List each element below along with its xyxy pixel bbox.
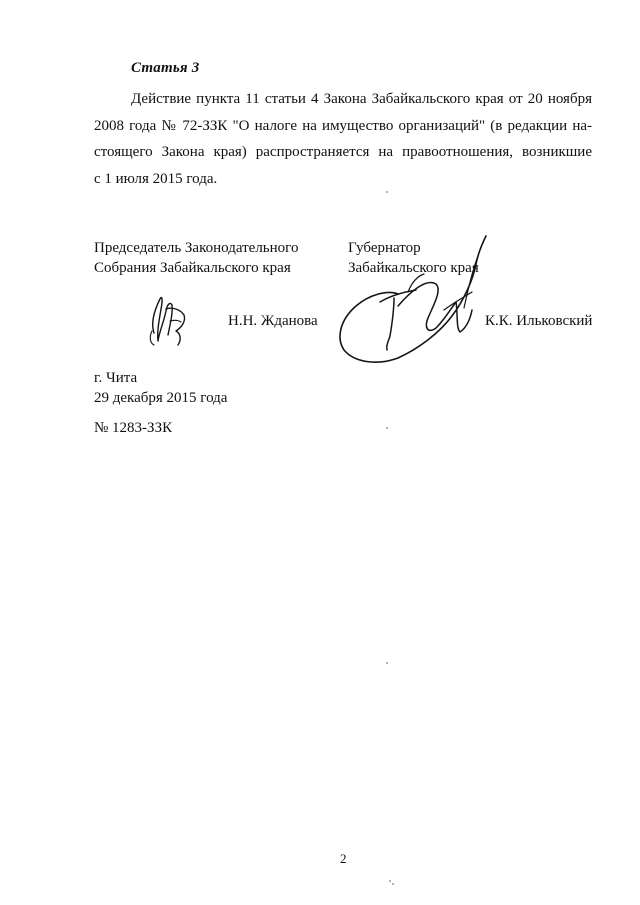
date: 29 декабря 2015 года bbox=[94, 389, 228, 406]
left-signature bbox=[140, 287, 190, 349]
scan-speck bbox=[389, 880, 391, 882]
scan-speck bbox=[386, 427, 388, 429]
article-body bbox=[94, 86, 592, 192]
place-and-date bbox=[94, 369, 227, 408]
place: г. Чита bbox=[94, 370, 138, 386]
right-signatory-title-line-1: Губернатор bbox=[348, 240, 421, 256]
scan-speck bbox=[386, 662, 388, 664]
article-heading: Статья 3 bbox=[131, 60, 200, 76]
article-line-1: Действие пункта 11 статьи 4 Закона Забайкальского края от 20 ноября bbox=[131, 91, 592, 107]
law-number: № 1283-ЗЗК bbox=[94, 420, 173, 436]
scan-speck bbox=[392, 883, 394, 885]
left-signatory-title bbox=[94, 239, 298, 278]
left-signatory-title-line-1: Председатель Законодательного bbox=[94, 240, 299, 256]
page-number: 2 bbox=[340, 851, 347, 866]
right-signatory-name: К.К. Ильковский bbox=[485, 313, 593, 329]
article-line-2: 2008 года № 72-ЗЗК "О налоге на имущество организаций" (в редакции на- bbox=[94, 117, 592, 134]
article-line-3: стоящего Закона края) распространяется на правоотношения, возникшие bbox=[94, 144, 592, 160]
left-signatory-name: Н.Н. Жданова bbox=[228, 313, 318, 329]
left-signatory-title-line-2: Собрания Забайкальского края bbox=[94, 259, 291, 276]
scan-speck bbox=[386, 191, 388, 193]
article-line-4: с 1 июля 2015 года. bbox=[94, 170, 218, 187]
right-signatory-title-line-2: Забайкальского края bbox=[348, 259, 479, 276]
right-signature bbox=[332, 232, 492, 378]
